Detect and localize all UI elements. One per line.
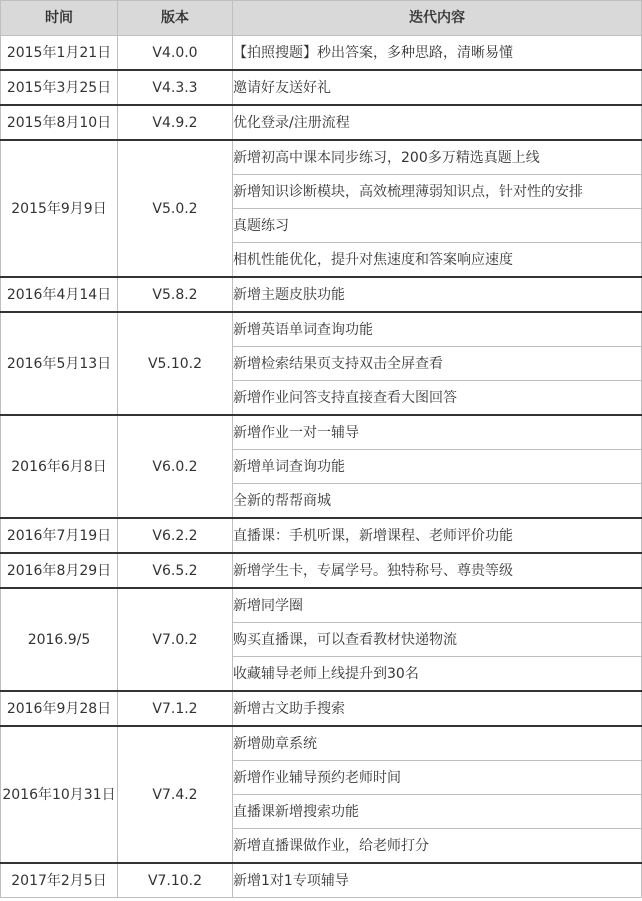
release-item: 新增同学圈 [233,588,642,623]
release-version: V5.8.2 [118,277,233,312]
table-row [1,70,642,105]
release-version: V6.5.2 [118,553,233,588]
release-version: V7.1.2 [118,691,233,726]
release-version: V4.3.3 [118,70,233,105]
table-row [1,277,642,312]
header-date: 时间 [1,1,118,36]
table-row [1,105,642,140]
release-date: 2016年8月29日 [1,553,118,588]
table-row [1,691,642,726]
table-body [1,36,642,898]
release-date: 2015年8月10日 [1,105,118,140]
release-date: 2017年2月5日 [1,863,118,898]
release-date: 2015年9月9日 [1,140,118,277]
table-row [1,726,642,761]
release-item: 新增勋章系统 [233,726,642,761]
release-item: 新增1对1专项辅导 [233,863,642,898]
release-date: 2016.9/5 [1,588,118,691]
release-date: 2015年1月21日 [1,36,118,71]
release-item: 购买直播课，可以查看教材快递物流 [233,623,642,657]
release-item: 新增作业辅导预约老师时间 [233,761,642,795]
release-item: 新增学生卡，专属学号。独特称号、尊贵等级 [233,553,642,588]
table-row [1,312,642,347]
table-row [1,140,642,175]
release-item: 真题练习 [233,209,642,243]
release-version: V7.0.2 [118,588,233,691]
release-date: 2016年6月8日 [1,415,118,518]
release-version: V7.10.2 [118,863,233,898]
release-version: V5.0.2 [118,140,233,277]
release-item: 邀请好友送好礼 [233,70,642,105]
release-date: 2016年4月14日 [1,277,118,312]
release-item: 新增古文助手搜索 [233,691,642,726]
release-item: 全新的帮帮商城 [233,484,642,519]
release-date: 2016年9月28日 [1,691,118,726]
release-item: 直播课：手机听课，新增课程、老师评价功能 [233,518,642,553]
release-version: V4.0.0 [118,36,233,71]
header-content: 迭代内容 [233,1,642,36]
release-item: 新增初高中课本同步练习，200多万精选真题上线 [233,140,642,175]
release-item: 直播课新增搜索功能 [233,795,642,829]
release-date: 2016年5月13日 [1,312,118,415]
release-item: 新增检索结果页支持双击全屏查看 [233,347,642,381]
release-version: V6.0.2 [118,415,233,518]
release-item: 新增单词查询功能 [233,450,642,484]
release-version: V4.9.2 [118,105,233,140]
header-row [1,1,642,36]
release-item: 新增主题皮肤功能 [233,277,642,312]
release-version: V7.4.2 [118,726,233,863]
release-item: 优化登录/注册流程 [233,105,642,140]
header-version: 版本 [118,1,233,36]
release-date: 2015年3月25日 [1,70,118,105]
release-item: 新增作业问答支持直接查看大图回答 [233,381,642,416]
release-date: 2016年10月31日 [1,726,118,863]
release-item: 【拍照搜题】秒出答案，多种思路，清晰易懂 [233,36,642,71]
table-row [1,588,642,623]
table-row [1,518,642,553]
table-row [1,863,642,898]
table-row [1,36,642,71]
release-item: 新增英语单词查询功能 [233,312,642,347]
release-item: 新增作业一对一辅导 [233,415,642,450]
release-item: 收藏辅导老师上线提升到30名 [233,657,642,692]
table-row [1,415,642,450]
release-item: 新增知识诊断模块，高效梳理薄弱知识点，针对性的安排 [233,175,642,209]
release-date: 2016年7月19日 [1,518,118,553]
release-version: V6.2.2 [118,518,233,553]
table-row [1,553,642,588]
release-version: V5.10.2 [118,312,233,415]
release-item: 相机性能优化，提升对焦速度和答案响应速度 [233,243,642,278]
release-item: 新增直播课做作业，给老师打分 [233,829,642,864]
